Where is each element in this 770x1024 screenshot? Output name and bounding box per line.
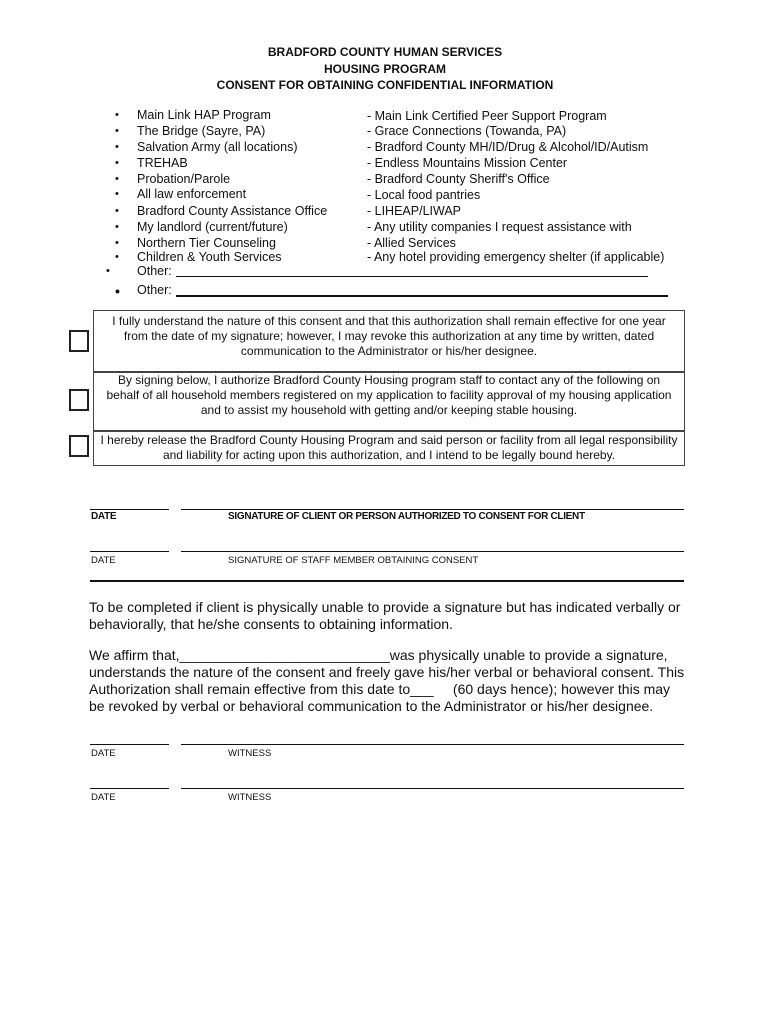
- bullet-icon: •: [115, 251, 119, 263]
- staff-signature-label: SIGNATURE OF STAFF MEMBER OBTAINING CONSENT: [228, 555, 479, 566]
- bullet-icon: •: [115, 221, 119, 233]
- client-name-blank[interactable]: ___________________________: [179, 647, 390, 663]
- bullet-icon: •: [115, 188, 119, 200]
- consent-checkbox-2[interactable]: [69, 389, 89, 411]
- list-item: - Bradford County Sheriff's Office: [367, 172, 550, 186]
- bullet-icon: •: [115, 125, 119, 137]
- date-label: DATE: [91, 555, 116, 566]
- bullet-icon: •: [115, 109, 119, 121]
- client-date-line[interactable]: [90, 509, 169, 510]
- list-item: - Any utility companies I request assistance with: [367, 220, 632, 234]
- date-label: DATE: [91, 511, 117, 522]
- list-item: - Main Link Certified Peer Support Program: [367, 109, 607, 123]
- witness-signature-line-1[interactable]: [181, 744, 684, 745]
- bullet-icon: •: [115, 205, 119, 217]
- affirm-text-end: (60 days hence); however this may be revoked by verbal or behavioral communication to the Administrator or his/her designee.: [89, 681, 674, 714]
- affirm-text: was physically unable to provide a signature, understands the nature of the consent and freely gave his/her verbal or behavioral consent. This Authorization shall remain effective from this date to: [89, 647, 685, 697]
- verbal-consent-affirmation: [89, 647, 689, 715]
- list-item: Salvation Army (all locations): [137, 140, 298, 154]
- other-label-1: Other:: [137, 264, 172, 278]
- list-item: - Endless Mountains Mission Center: [367, 156, 568, 170]
- staff-signature-line[interactable]: [181, 551, 684, 552]
- affirm-start: We affirm that,: [89, 647, 180, 663]
- consent-checkbox-1[interactable]: [69, 330, 89, 352]
- list-item: The Bridge (Sayre, PA): [137, 124, 266, 138]
- bullet-icon: •: [106, 265, 110, 277]
- list-item: Main Link HAP Program: [137, 108, 271, 122]
- consent-text-box-3: I hereby release the Bradford County Housing Program and said person or facility from all legal responsibility and liability for acting upon this authorization, and I intend to be legally bound hereby.: [93, 431, 685, 466]
- list-item: - Allied Services: [367, 236, 456, 250]
- other-input-1[interactable]: [176, 276, 648, 277]
- date-label: DATE: [91, 748, 116, 759]
- list-item: My landlord (current/future): [137, 220, 288, 234]
- header-subtitle: HOUSING PROGRAM: [323, 62, 446, 76]
- other-input-2[interactable]: [176, 295, 668, 297]
- bullet-icon: •: [115, 283, 120, 299]
- witness-date-line-1[interactable]: [90, 744, 169, 745]
- verbal-consent-intro: To be completed if client is physically unable to provide a signature but has indicated verbally or behaviorally, that he/she consents to obtaining information.: [89, 599, 681, 632]
- date-label: DATE: [91, 792, 116, 803]
- list-item: Children & Youth Services: [137, 250, 282, 264]
- consent-checkbox-3[interactable]: [69, 435, 89, 457]
- other-label-2: Other:: [137, 283, 172, 297]
- client-signature-label: SIGNATURE OF CLIENT OR PERSON AUTHORIZED TO CONSENT FOR CLIENT: [228, 511, 585, 522]
- bullet-icon: •: [115, 157, 119, 169]
- header-form-title: CONSENT FOR OBTAINING CONFIDENTIAL INFORMATION: [216, 78, 554, 92]
- list-item: - Any hotel providing emergency shelter (if applicable): [367, 250, 665, 264]
- bullet-icon: •: [115, 237, 119, 249]
- client-signature-line[interactable]: [181, 509, 684, 510]
- witness-label: WITNESS: [228, 792, 272, 803]
- section-divider: [90, 580, 684, 582]
- list-item: Bradford County Assistance Office: [137, 204, 328, 218]
- bullet-icon: •: [115, 141, 119, 153]
- header-title: BRADFORD COUNTY HUMAN SERVICES: [267, 45, 503, 59]
- witness-date-line-2[interactable]: [90, 788, 169, 789]
- list-item: - Grace Connections (Towanda, PA): [367, 124, 567, 138]
- list-item: - Local food pantries: [367, 188, 481, 202]
- consent-text-box-1: I fully understand the nature of this consent and that this authorization shall remain effective for one year from the date of my signature; however, I may revoke this authorization at any time by written, dated communication to the Administrator or his/her designee.: [93, 310, 685, 372]
- list-item: - LIHEAP/LIWAP: [367, 204, 462, 218]
- list-item: TREHAB: [137, 156, 188, 170]
- witness-label: WITNESS: [228, 748, 272, 759]
- list-item: Northern Tier Counseling: [137, 236, 276, 250]
- staff-date-line[interactable]: [90, 551, 169, 552]
- list-item: - Bradford County MH/ID/Drug & Alcohol/ID/Autism: [367, 140, 649, 154]
- end-date-blank[interactable]: ___: [410, 681, 434, 697]
- list-item: All law enforcement: [137, 187, 247, 201]
- list-item: Probation/Parole: [137, 172, 231, 186]
- bullet-icon: •: [115, 173, 119, 185]
- witness-signature-line-2[interactable]: [181, 788, 684, 789]
- consent-text-box-2: By signing below, I authorize Bradford County Housing program staff to contact any of the following on behalf of all household members registered on my application to facility approval of my housing application and to assist my household with getting and/or keeping stable housing.: [93, 372, 685, 431]
